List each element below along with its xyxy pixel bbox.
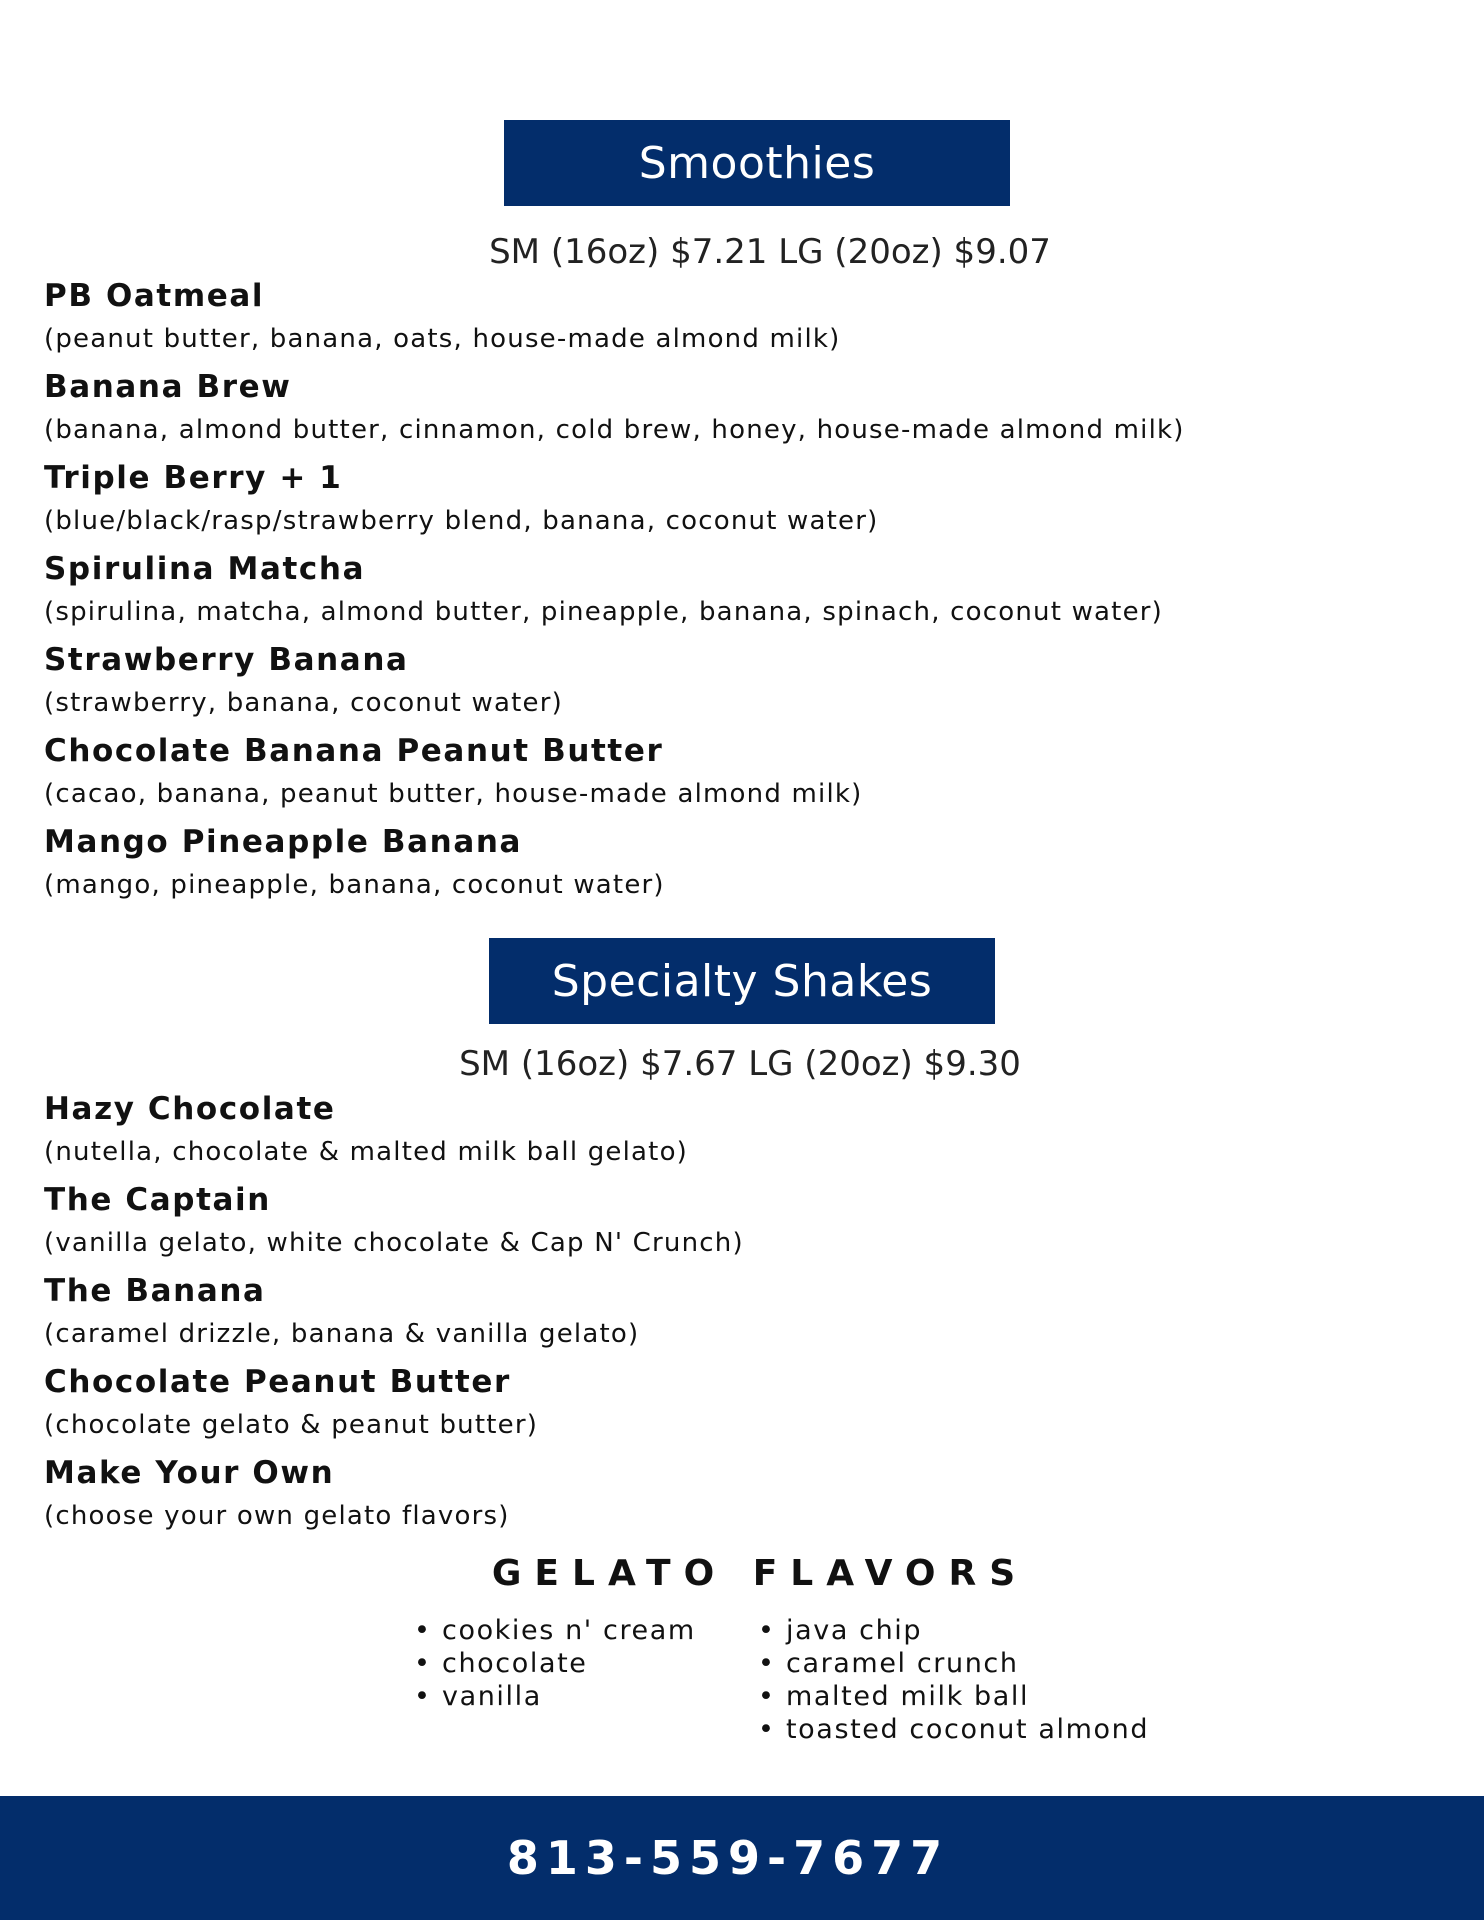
item-name: Make Your Own [44, 1455, 335, 1491]
menu-item [44, 1454, 1394, 1545]
flavor-item [412, 1647, 696, 1680]
gelato-flavor-list-right [756, 1614, 1149, 1746]
item-description: (blue/black/rasp/strawberry blend, banana, coconut water) [44, 506, 879, 536]
smoothies-banner [504, 120, 1010, 206]
item-description: (spirulina, matcha, almond butter, pineapple, banana, spinach, coconut water) [44, 597, 1163, 627]
menu-item [44, 550, 1394, 641]
item-description: (nutella, chocolate & malted milk ball gelato) [44, 1137, 689, 1167]
bullet-icon: • [758, 1681, 776, 1712]
item-name: Banana Brew [44, 369, 292, 405]
gelato-flavor-list-left [412, 1614, 696, 1713]
flavor-name: vanilla [442, 1681, 542, 1712]
flavor-name: java chip [786, 1615, 923, 1646]
smoothies-title: Smoothies [638, 137, 876, 189]
menu-item [44, 277, 1394, 368]
menu-item [44, 1272, 1394, 1363]
phone-number[interactable]: 813-559-7677 [506, 1831, 950, 1885]
flavor-item [756, 1713, 1149, 1746]
item-name: The Captain [44, 1182, 271, 1218]
item-name: Mango Pineapple Banana [44, 824, 523, 860]
shakes-banner [489, 938, 995, 1024]
shakes-title: Specialty Shakes [551, 955, 933, 1007]
item-description: (chocolate gelato & peanut butter) [44, 1410, 539, 1440]
flavor-name: caramel crunch [786, 1648, 1019, 1679]
item-description: (strawberry, banana, coconut water) [44, 688, 563, 718]
bullet-icon: • [758, 1714, 776, 1745]
flavor-item [412, 1614, 696, 1647]
item-description: (vanilla gelato, white chocolate & Cap N' Crunch) [44, 1228, 744, 1258]
menu-item [44, 641, 1394, 732]
item-description: (caramel drizzle, banana & vanilla gelato) [44, 1319, 640, 1349]
item-name: Hazy Chocolate [44, 1091, 336, 1127]
flavor-name: chocolate [442, 1648, 588, 1679]
item-name: Strawberry Banana [44, 642, 409, 678]
flavor-name: toasted coconut almond [786, 1714, 1150, 1745]
item-description: (mango, pineapple, banana, coconut water) [44, 870, 665, 900]
smoothie-menu-list [44, 277, 1394, 914]
flavor-item [756, 1680, 1149, 1713]
menu-item [44, 1363, 1394, 1454]
bullet-icon: • [758, 1615, 776, 1646]
item-name: PB Oatmeal [44, 278, 265, 314]
item-name: Spirulina Matcha [44, 551, 366, 587]
menu-item [44, 1090, 1394, 1181]
item-name: Triple Berry + 1 [44, 460, 343, 496]
menu-item [44, 732, 1394, 823]
bullet-icon: • [758, 1648, 776, 1679]
bullet-icon: • [414, 1681, 432, 1712]
flavor-item [412, 1680, 696, 1713]
gelato-flavors-heading: GELATO FLAVORS [491, 1553, 1029, 1594]
menu-item [44, 459, 1394, 550]
shakes-price-line: SM (16oz) $7.67 LG (20oz) $9.30 [459, 1044, 1021, 1084]
flavor-item [756, 1647, 1149, 1680]
bullet-icon: • [414, 1615, 432, 1646]
footer-bar [0, 1796, 1484, 1920]
flavor-item [756, 1614, 1149, 1647]
item-description: (peanut butter, banana, oats, house-made almond milk) [44, 324, 841, 354]
flavor-name: malted milk ball [786, 1681, 1030, 1712]
smoothies-price-line: SM (16oz) $7.21 LG (20oz) $9.07 [489, 232, 1051, 272]
item-name: Chocolate Peanut Butter [44, 1364, 511, 1400]
menu-item [44, 823, 1394, 914]
flavor-name: cookies n' cream [442, 1615, 696, 1646]
menu-item [44, 1181, 1394, 1272]
item-description: (cacao, banana, peanut butter, house-made almond milk) [44, 779, 863, 809]
item-description: (banana, almond butter, cinnamon, cold brew, honey, house-made almond milk) [44, 415, 1185, 445]
item-name: Chocolate Banana Peanut Butter [44, 733, 664, 769]
menu-item [44, 368, 1394, 459]
bullet-icon: • [414, 1648, 432, 1679]
item-description: (choose your own gelato flavors) [44, 1501, 510, 1531]
item-name: The Banana [44, 1273, 266, 1309]
shake-menu-list [44, 1090, 1394, 1545]
